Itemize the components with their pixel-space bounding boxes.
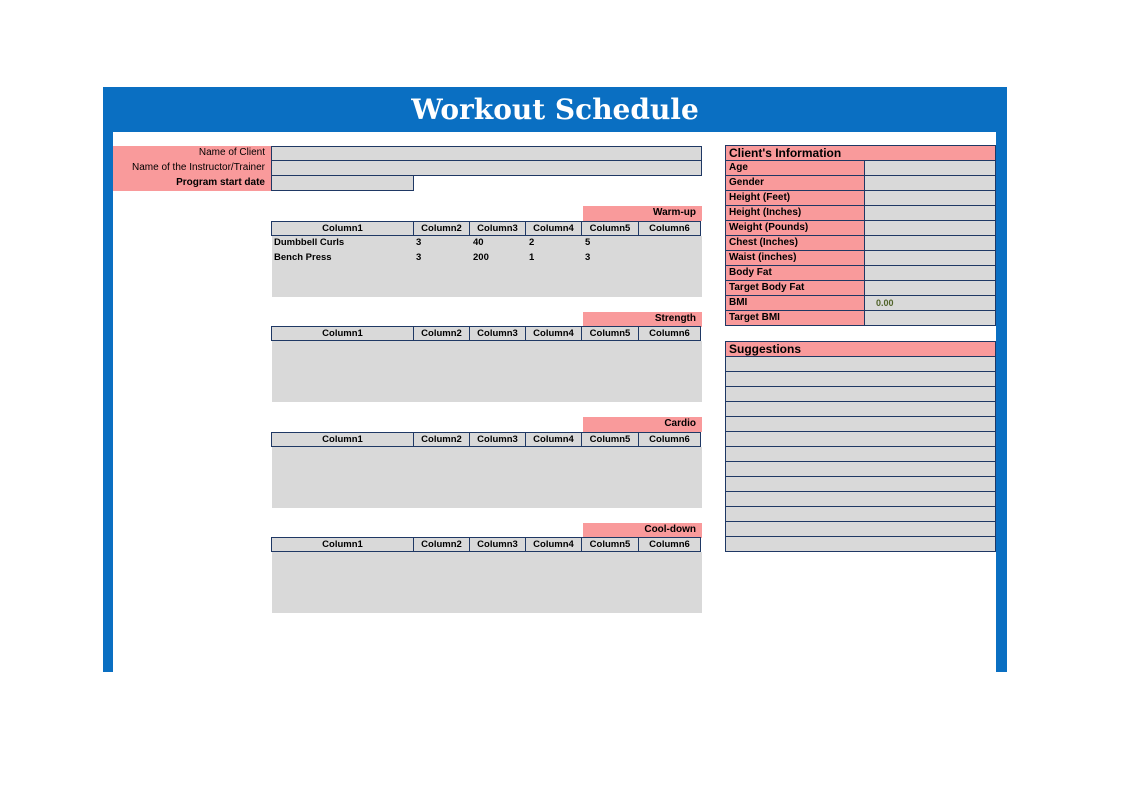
suggestion-line[interactable]	[725, 402, 996, 417]
section-title-strength: Strength	[583, 312, 702, 327]
cell-exercise: Dumbbell Curls	[274, 237, 345, 248]
client-info-row-age[interactable]	[725, 161, 996, 176]
field-value[interactable]	[865, 236, 996, 251]
field-value[interactable]	[865, 176, 996, 191]
field-label: Target Body Fat	[725, 281, 865, 296]
column-header: Column5	[582, 432, 639, 447]
column-header: Column3	[470, 432, 526, 447]
input-start-date[interactable]	[271, 175, 414, 191]
suggestion-line[interactable]	[725, 447, 996, 462]
cell: 3	[585, 252, 591, 263]
cell: 5	[585, 237, 591, 248]
cell: 1	[529, 252, 535, 263]
label-name-of-client: Name of Client	[113, 146, 271, 161]
column-header: Column2	[414, 326, 470, 341]
client-info-row-bmi[interactable]	[725, 296, 996, 311]
column-header: Column6	[639, 432, 701, 447]
suggestion-line[interactable]	[725, 432, 996, 447]
client-info-row-height-feet[interactable]	[725, 191, 996, 206]
field-value[interactable]	[865, 311, 996, 326]
input-instructor[interactable]	[271, 160, 702, 176]
client-info-row-weight[interactable]	[725, 221, 996, 236]
column-header: Column4	[526, 326, 582, 341]
section-title-warmup: Warm-up	[583, 206, 702, 221]
column-header: Column2	[414, 221, 470, 236]
suggestion-line[interactable]	[725, 417, 996, 432]
column-header: Column6	[639, 326, 701, 341]
table-row[interactable]	[272, 235, 702, 250]
client-info-row-body-fat[interactable]	[725, 266, 996, 281]
warmup-header-row	[271, 221, 701, 236]
column-header: Column4	[526, 221, 582, 236]
suggestion-line[interactable]	[725, 522, 996, 537]
client-info-row-gender[interactable]	[725, 176, 996, 191]
column-header: Column3	[470, 326, 526, 341]
suggestion-line[interactable]	[725, 387, 996, 402]
suggestion-line[interactable]	[725, 462, 996, 477]
table-row[interactable]	[272, 250, 702, 265]
column-header: Column5	[582, 326, 639, 341]
column-header: Column6	[639, 221, 701, 236]
client-info-row-waist[interactable]	[725, 251, 996, 266]
cell-exercise: Bench Press	[274, 252, 332, 263]
suggestion-line[interactable]	[725, 372, 996, 387]
field-value[interactable]	[865, 206, 996, 221]
client-info-row-height-inches[interactable]	[725, 206, 996, 221]
column-header: Column6	[639, 537, 701, 552]
column-header: Column2	[414, 537, 470, 552]
field-label: Chest (Inches)	[725, 236, 865, 251]
column-header: Column1	[271, 537, 414, 552]
bmi-value: 0.00	[865, 296, 996, 311]
suggestions-header: Suggestions	[725, 341, 996, 357]
client-info-header: Client's Information	[725, 145, 996, 161]
column-header: Column4	[526, 432, 582, 447]
suggestion-line[interactable]	[725, 507, 996, 522]
cell: 3	[416, 237, 422, 248]
field-label: BMI	[725, 296, 865, 311]
page-title: Workout Schedule	[411, 93, 699, 126]
cardio-header-row	[271, 432, 701, 447]
client-info-row-target-bmi[interactable]	[725, 311, 996, 326]
column-header: Column1	[271, 432, 414, 447]
column-header: Column5	[582, 221, 639, 236]
field-label: Gender	[725, 176, 865, 191]
field-value[interactable]	[865, 251, 996, 266]
strength-header-row	[271, 326, 701, 341]
cooldown-table-body[interactable]	[272, 552, 702, 613]
field-value[interactable]	[865, 266, 996, 281]
cell: 2	[529, 237, 535, 248]
suggestion-line[interactable]	[725, 357, 996, 372]
suggestion-line[interactable]	[725, 492, 996, 507]
column-header: Column1	[271, 326, 414, 341]
column-header: Column2	[414, 432, 470, 447]
column-header: Column5	[582, 537, 639, 552]
label-instructor: Name of the Instructor/Trainer	[113, 161, 271, 176]
cell: 40	[473, 237, 484, 248]
suggestion-line[interactable]	[725, 537, 996, 552]
field-label: Body Fat	[725, 266, 865, 281]
client-info-row-target-body-fat[interactable]	[725, 281, 996, 296]
column-header: Column3	[470, 537, 526, 552]
suggestion-line[interactable]	[725, 477, 996, 492]
field-label: Height (Inches)	[725, 206, 865, 221]
section-title-cooldown: Cool-down	[583, 523, 702, 538]
column-header: Column4	[526, 537, 582, 552]
cell: 3	[416, 252, 422, 263]
field-label: Height (Feet)	[725, 191, 865, 206]
field-value[interactable]	[865, 191, 996, 206]
field-value[interactable]	[865, 221, 996, 236]
label-start-date: Program start date	[113, 176, 271, 191]
column-header: Column1	[271, 221, 414, 236]
field-label: Age	[725, 161, 865, 176]
cardio-table-body[interactable]	[272, 447, 702, 508]
input-name-of-client[interactable]	[271, 146, 702, 161]
field-label: Weight (Pounds)	[725, 221, 865, 236]
strength-table-body[interactable]	[272, 341, 702, 402]
field-value[interactable]	[865, 281, 996, 296]
section-title-cardio: Cardio	[583, 417, 702, 432]
client-info-row-chest[interactable]	[725, 236, 996, 251]
cell: 200	[473, 252, 489, 263]
field-label: Target BMI	[725, 311, 865, 326]
cooldown-header-row	[271, 537, 701, 552]
field-label: Waist (inches)	[725, 251, 865, 266]
column-header: Column3	[470, 221, 526, 236]
field-value[interactable]	[865, 161, 996, 176]
